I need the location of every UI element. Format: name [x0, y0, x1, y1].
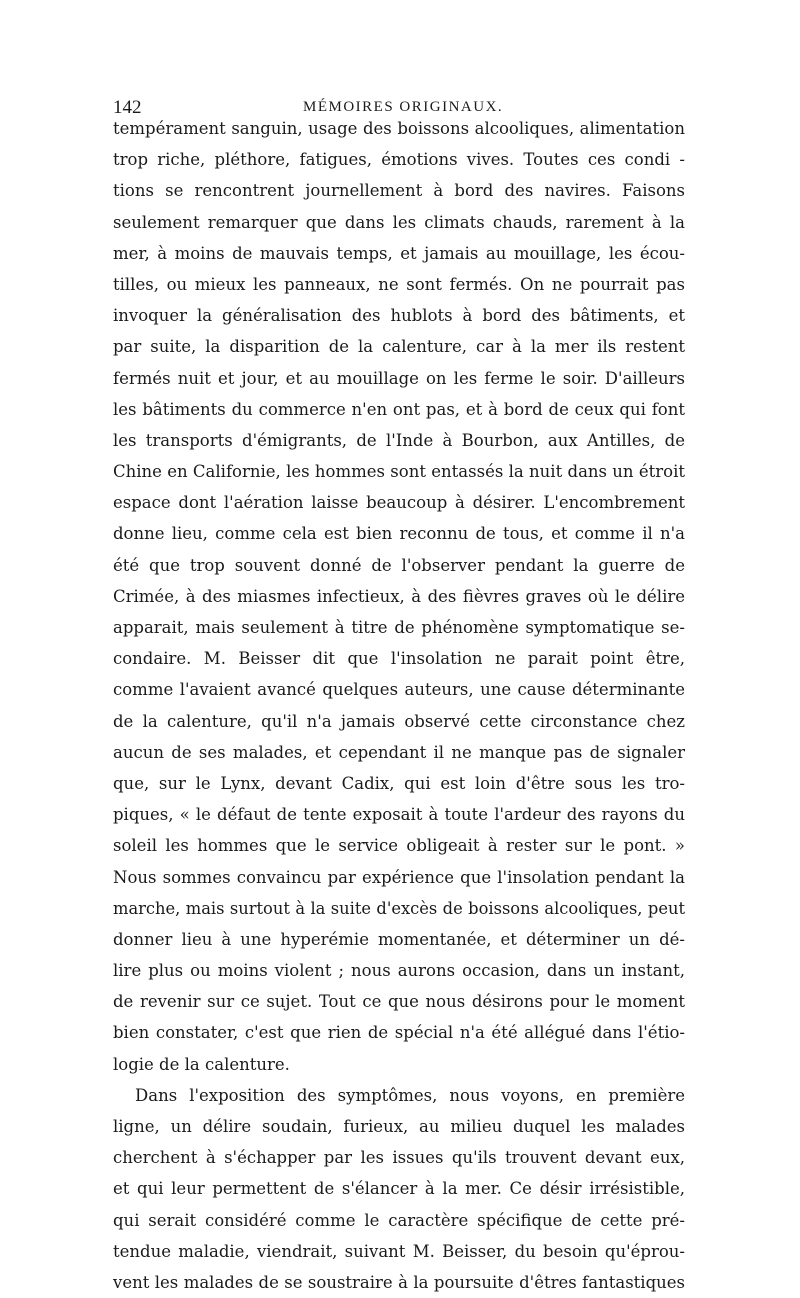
text-line: donner lieu à une hyperémie momentanée, et déterminer un dé-	[113, 929, 685, 949]
text-line: ligne, un délire soudain, furieux, au milieu duquel les malades	[113, 1117, 685, 1136]
text-line: donne lieu, comme cela est bien reconnu de tous, et comme il n'a	[113, 524, 685, 544]
page-number: 142	[113, 97, 142, 118]
text-line: condaire. M. Beisser dit que l'insolation ne parait point être,	[113, 649, 685, 669]
text-line: aucun de ses malades, et cependant il ne manque pas de signaler	[113, 742, 685, 762]
text-line: que, sur le Lynx, devant Cadix, qui est loin d'être sous les tro-	[113, 773, 685, 793]
text-line: trop riche, pléthore, fatigues, émotions vives. Toutes ces condi -	[113, 150, 685, 170]
text-line: les bâtiments du commerce n'en ont pas, et à bord de ceux qui font	[113, 399, 685, 419]
text-line: et qui leur permettent de s'élancer à la mer. Ce désir irrésistible,	[113, 1179, 685, 1199]
text-line: invoquer la généralisation des hublots à bord des bâtiments, et	[113, 306, 685, 326]
text-line: mer, à moins de mauvais temps, et jamais au mouillage, les écou-	[113, 243, 685, 263]
text-line: cherchent à s'échapper par les issues qu'ils trouvent devant eux,	[113, 1148, 685, 1168]
text-line: tendue maladie, viendrait, suivant M. Beisser, du besoin qu'éprou-	[113, 1241, 685, 1261]
text-line: seulement remarquer que dans les climats chauds, rarement à la	[113, 212, 685, 232]
text-line: apparait, mais seulement à titre de phénomène symptomatique se-	[113, 618, 685, 637]
text-line: Crimée, à des miasmes infectieux, à des fièvres graves où le délire	[113, 586, 685, 606]
text-line: fermés nuit et jour, et au mouillage on les ferme le soir. D'ailleurs	[113, 368, 685, 388]
text-line: soleil les hommes que le service obligeait à rester sur le pont. »	[113, 836, 685, 856]
text-line: été que trop souvent donné de l'observer pendant la guerre de	[113, 555, 685, 575]
running-head: MÉMOIRES ORIGINAUX.	[303, 99, 504, 115]
text-line: Nous sommes convaincu par expérience que l'insolation pendant la	[113, 867, 685, 887]
text-line: marche, mais surtout à la suite d'excès de boissons alcooliques, peut	[113, 898, 685, 918]
text-line: les transports d'émigrants, de l'Inde à Bourbon, aux Antilles, de	[113, 430, 685, 450]
text-line: vent les malades de se soustraire à la poursuite d'êtres fantastiques	[113, 1272, 685, 1292]
text-line: de revenir sur ce sujet. Tout ce que nous désirons pour le moment	[113, 992, 685, 1012]
text-line: logie de la calenture.	[113, 1054, 290, 1074]
text-line: tilles, ou mieux les panneaux, ne sont fermés. On ne pourrait pas	[113, 274, 685, 294]
text-line: qui serait considéré comme le caractère spécifique de cette pré-	[113, 1210, 685, 1230]
text-line: bien constater, c'est que rien de spécial n'a été allégué dans l'étio-	[113, 1023, 685, 1043]
text-line: espace dont l'aération laisse beaucoup à désirer. L'encombrement	[113, 493, 685, 513]
text-line: de la calenture, qu'il n'a jamais observé cette circonstance chez	[113, 711, 685, 731]
body-text	[113, 113, 685, 1298]
text-line: lire plus ou moins violent ; nous aurons occasion, dans un instant,	[113, 961, 685, 981]
text-line: tions se rencontrent journellement à bord des navires. Faisons	[113, 181, 685, 201]
text-line: piques, « le défaut de tente exposait à toute l'ardeur des rayons du	[113, 805, 685, 825]
text-line: Dans l'exposition des symptômes, nous voyons, en première	[135, 1085, 685, 1105]
text-line: comme l'avaient avancé quelques auteurs, une cause déterminante	[113, 680, 685, 700]
text-line: Chine en Californie, les hommes sont entassés la nuit dans un étroit	[113, 462, 685, 482]
text-line: par suite, la disparition de la calenture, car à la mer ils restent	[113, 337, 685, 357]
text-line: tempérament sanguin, usage des boissons alcooliques, alimentation	[113, 119, 685, 138]
